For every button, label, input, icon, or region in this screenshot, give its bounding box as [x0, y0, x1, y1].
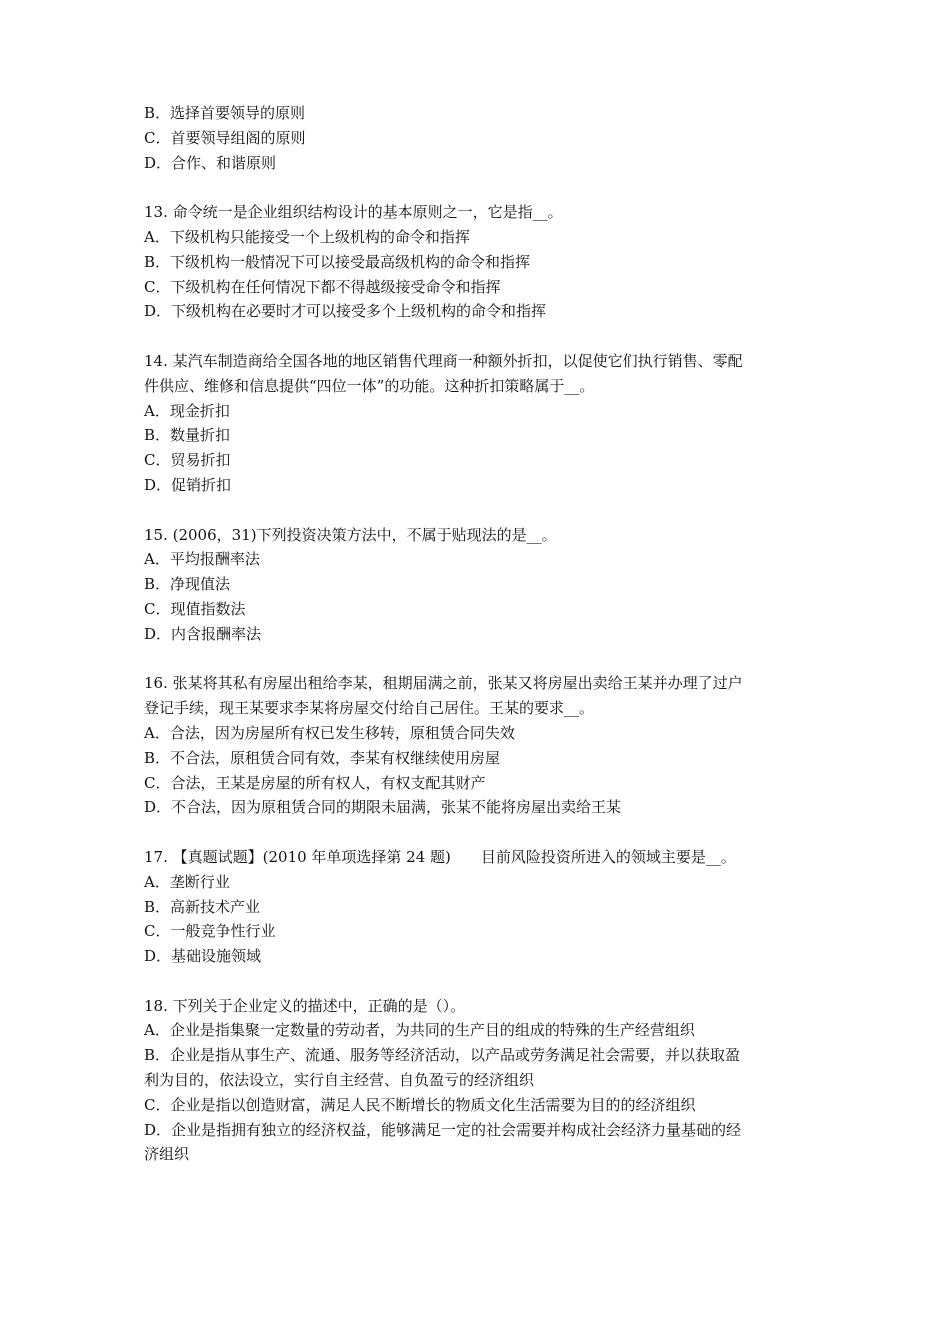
spacer — [144, 175, 824, 200]
spacer — [144, 498, 824, 523]
option-d-continued: 济组织 — [144, 1145, 190, 1164]
option-d: D．企业是指拥有独立的经济权益，能够满足一定的社会需要并构成社会经济力量基础的经 — [144, 1120, 742, 1139]
option-b: B．选择首要领导的原则 — [144, 104, 306, 122]
option-b: B．不合法，原租赁合同有效，李某有权继续使用房屋 — [144, 748, 501, 767]
question-stem: 18. 下列关于企业定义的描述中，正确的是（）。 — [144, 996, 466, 1015]
option-c: C．贸易折扣 — [144, 451, 231, 470]
option-b: B．数量折扣 — [144, 426, 231, 445]
option-a: A．合法，因为房屋所有权已发生移转，原租赁合同失效 — [144, 723, 515, 742]
question-18 — [144, 994, 824, 1168]
question-stem-continued: 件供应、维修和信息提供“四位一体”的功能。这种折扣策略属于__。 — [144, 376, 595, 395]
question-stem-continued: 登记手续，现王某要求李某将房屋交付给自己居住。王某的要求__。 — [144, 699, 595, 718]
option-b: B．高新技术产业 — [144, 897, 261, 916]
option-c: C．现值指数法 — [144, 599, 246, 618]
question-12-options — [144, 101, 824, 175]
document-page — [144, 101, 824, 1167]
option-c: C．一般竞争性行业 — [144, 922, 276, 941]
option-b: B．企业是指从事生产、流通、服务等经济活动，以产品或劳务满足社会需要，并以获取盈 — [144, 1046, 741, 1065]
spacer — [144, 820, 824, 845]
option-c: C．企业是指以创造财富，满足人民不断增长的物质文化生活需要为目的的经济组织 — [144, 1095, 696, 1114]
spacer — [144, 324, 824, 349]
option-b: B．下级机构一般情况下可以接受最高级机构的命令和指挥 — [144, 252, 531, 271]
option-c: C．首要领导组阁的原则 — [144, 128, 306, 147]
option-c: C．下级机构在任何情况下都不得越级接受命令和指挥 — [144, 277, 501, 296]
option-a: A．企业是指集聚一定数量的劳动者，为共同的生产目的组成的特殊的生产经营组织 — [144, 1021, 695, 1040]
question-16 — [144, 671, 824, 820]
question-stem: 16. 张某将其私有房屋出租给李某，租期届满之前，张某又将房屋出卖给王某并办理了过户 — [144, 674, 743, 693]
spacer — [144, 647, 824, 672]
question-stem: 15. (2006，31)下列投资决策方法中，不属于贴现法的是__。 — [144, 525, 557, 544]
question-stem: 13. 命令统一是企业组织结构设计的基本原则之一，它是指__。 — [144, 203, 563, 222]
question-stem: 14. 某汽车制造商给全国各地的地区销售代理商一种额外折扣，以促使它们执行销售、零配 — [144, 351, 743, 370]
option-b: B．净现值法 — [144, 575, 231, 594]
option-d: D．下级机构在必要时才可以接受多个上级机构的命令和指挥 — [144, 302, 547, 321]
option-c: C．合法，王某是房屋的所有权人，有权支配其财产 — [144, 773, 486, 792]
option-d: D．内含报酬率法 — [144, 624, 262, 643]
option-a: A．垄断行业 — [144, 872, 230, 891]
option-d: D．合作、和谐原则 — [144, 153, 277, 172]
option-a: A．现金折扣 — [144, 401, 230, 420]
option-a: A．平均报酬率法 — [144, 550, 260, 569]
option-d: D．促销折扣 — [144, 475, 232, 494]
question-17 — [144, 845, 824, 969]
option-b-continued: 利为目的，依法设立，实行自主经营、自负盈亏的经济组织 — [144, 1071, 535, 1090]
spacer — [144, 969, 824, 994]
option-d: D．不合法，因为原租赁合同的期限未届满，张某不能将房屋出卖给王某 — [144, 798, 622, 817]
question-14 — [144, 349, 824, 498]
option-a: A．下级机构只能接受一个上级机构的命令和指挥 — [144, 227, 470, 246]
option-d: D．基础设施领域 — [144, 947, 262, 966]
question-15 — [144, 523, 824, 647]
question-13 — [144, 200, 824, 324]
question-stem: 17. 【真题试题】(2010 年单项选择第 24 题) 目前风险投资所进入的领域主要是__。 — [144, 847, 736, 866]
